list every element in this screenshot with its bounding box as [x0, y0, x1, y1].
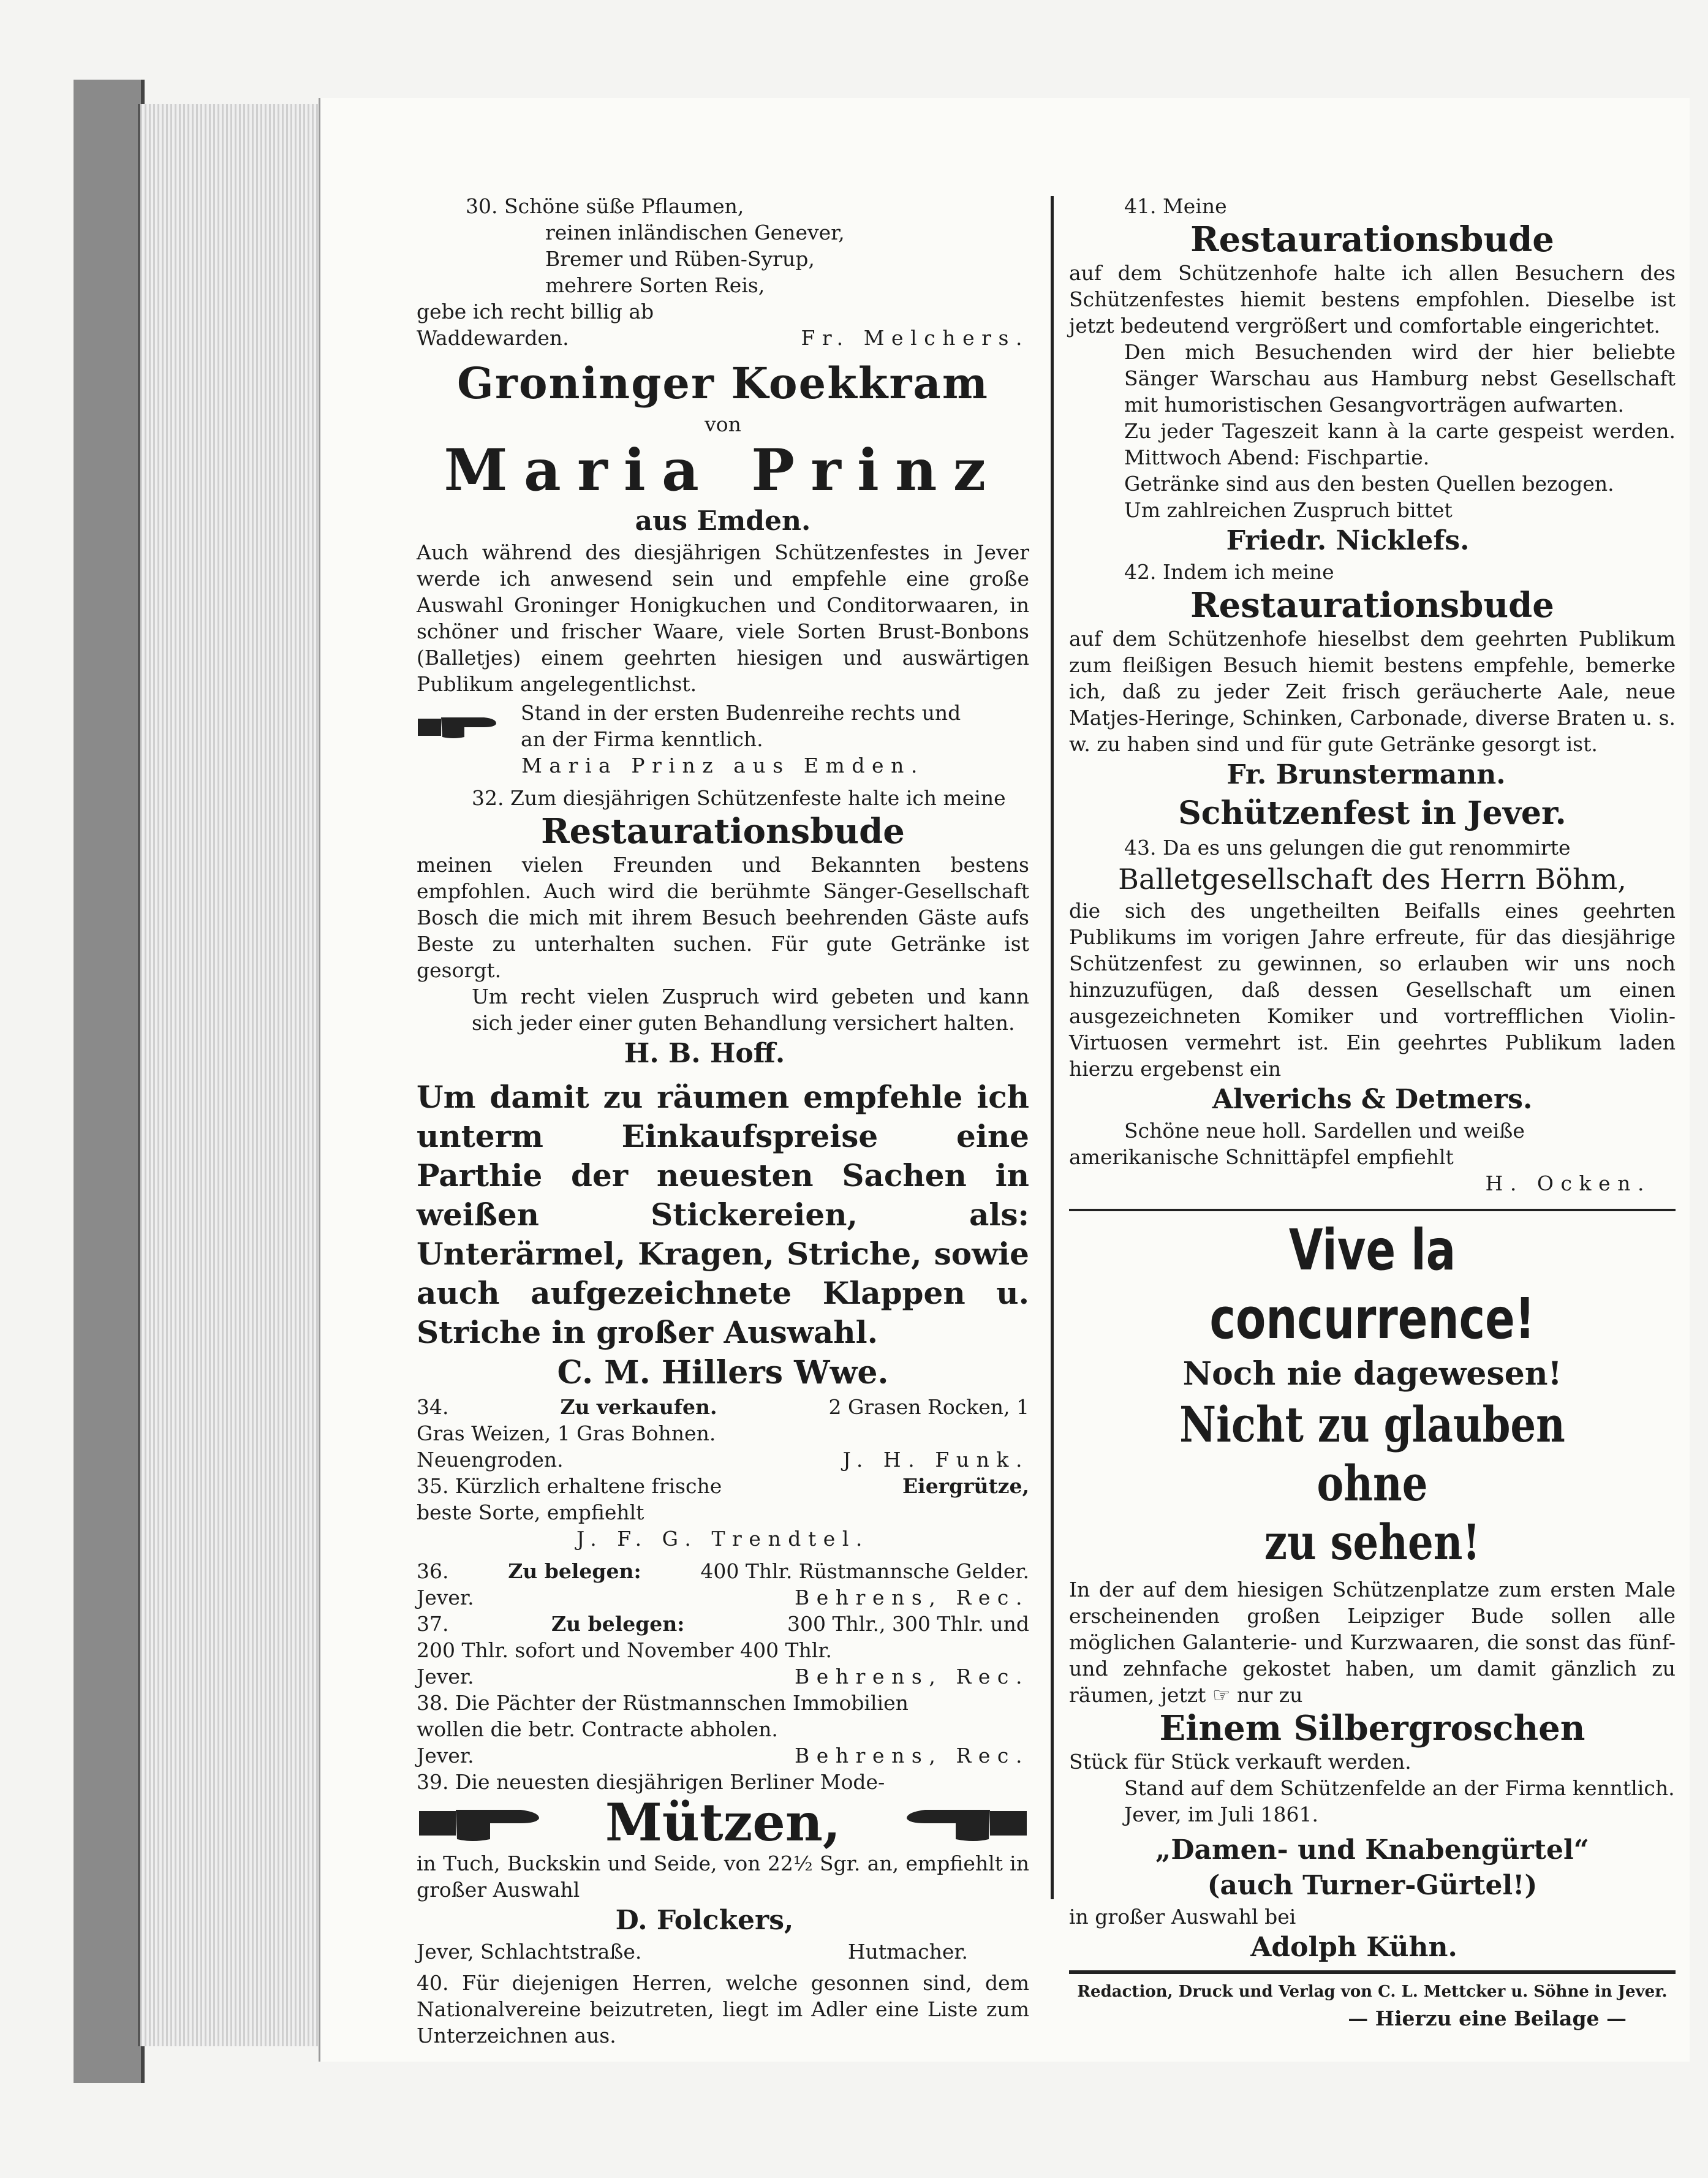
ad36-line2 [417, 1584, 1029, 1611]
beilage-note: — Hierzu eine Beilage — [1348, 2006, 1627, 2030]
groninger-title: Groninger Koekkram [456, 358, 989, 409]
ad42-line1: 42. Indem ich meine [1124, 560, 1334, 584]
ad32-line1: 32. Zum diesjährigen Schützenfeste halte ich meine [472, 786, 1006, 810]
pointing-hand-right-icon [417, 1795, 557, 1850]
ad41-line1: 41. Meine [1124, 194, 1227, 218]
raeumen-signature: C. M. Hillers Wwe. [557, 1354, 889, 1391]
groninger-von: von [705, 412, 741, 436]
ad-40 [417, 1970, 1029, 2049]
ad42-signature: Fr. Brunstermann. [1226, 759, 1506, 790]
ad-34 [417, 1394, 1029, 1473]
ad30-line2: reinen inländischen Genever, [545, 221, 845, 244]
ad39-title: Mützen, [605, 1792, 841, 1853]
ad-41 [1069, 193, 1676, 559]
kuehn-line3: in großer Auswahl bei [1069, 1905, 1296, 1929]
ad41-signature: Friedr. Nicklefs. [1226, 525, 1470, 556]
ad39-place: Jever, Schlachtstraße. [417, 1940, 642, 1964]
ad36-place: Jever. [417, 1586, 474, 1609]
vive-nicht-1: Nicht zu glauben ohne [1179, 1396, 1565, 1512]
kuehn-signature: Adolph Kühn. [1250, 1932, 1457, 1963]
ad38-line3 [417, 1742, 1029, 1769]
ad30-signature: Fr. Melchers. [801, 326, 1029, 350]
ad36-text: 400 Thlr. Rüstmannsche Gelder. [700, 1559, 1029, 1583]
ocken-line1: Schöne neue holl. Sardellen und weiße [1124, 1119, 1525, 1143]
ad41-body3: Zu jeder Tageszeit kann à la carte gespeist werden. Mittwoch Abend: Fischpartie. [1124, 419, 1676, 469]
ad41-body4: Getränke sind aus den besten Quellen bezogen. [1124, 472, 1614, 496]
ad-30 [417, 193, 1029, 351]
ad35-signature: J. F. G. Trendtel. [576, 1527, 869, 1551]
right-column [1069, 193, 1676, 2032]
ad38-line2: wollen die betr. Contracte abholen. [417, 1717, 778, 1741]
ad-36 [417, 1558, 1029, 1611]
vive-title: Vive la concurrence! [1209, 1217, 1535, 1352]
ad39-body: in Tuch, Buckskin und Seide, von 22½ Sgr. an, empfiehlt in großer Auswahl [417, 1851, 1029, 1902]
ad38-line1: 38. Die Pächter der Rüstmannschen Immobilien [417, 1691, 909, 1715]
ad32-body2: Um recht vielen Zuspruch wird gebeten und kann sich jeder einer guten Behandlung versichert halten. [472, 985, 1029, 1035]
vive-body2: Stück für Stück verkauft werden. [1069, 1750, 1411, 1774]
kuehn-line1: „Damen- und Knabengürtel“ [1155, 1834, 1589, 1866]
ad43-company: Balletgesellschaft des Herrn Böhm, [1118, 863, 1627, 896]
ad36-heading: Zu belegen: [508, 1559, 641, 1583]
kuehn-line2: (auch Turner-Gürtel!) [1207, 1870, 1538, 1901]
ad-38 [417, 1690, 1029, 1769]
groninger-aus: aus Emden. [635, 505, 811, 537]
column-divider [1051, 196, 1054, 1899]
ad43-body: die sich des ungetheilten Beifalls eines geehrten Publikums im vorigen Jahre erfreute, für das diesjährige Schützenfest zu gewinnen, so erlauben wir uns noch hinzuzufügen, daß dessen Gesellschaft um einen ausgezeichneten Komiker und vortrefflichen Violin-Virtuosen vermehrt ist. Ein geehrtes Publikum laden hierzu ergebenst ein [1069, 899, 1676, 1081]
ad-35 [417, 1473, 1029, 1552]
vive-stand: Stand auf dem Schützenfelde an der Firma kenntlich. [1124, 1776, 1675, 1800]
vive-subtitle: Noch nie dagewesen! [1182, 1355, 1562, 1393]
pointing-hand-left-icon [888, 1795, 1029, 1850]
groninger-body: Auch während des diesjährigen Schützenfestes in Jever werde ich anwesend sein und empfehle eine große Auswahl Groninger Honigkuchen und Conditorwaaren, in schöner und frischer Waare, viele Sorten Brust-Bonbons (Balletjes) einem geehrten hiesigen und auswärtigen Publikum angelegentlichst. [417, 540, 1029, 696]
ad37-place: Jever. [417, 1665, 474, 1688]
ad-42 [1069, 559, 1676, 793]
ad-43 [1069, 793, 1676, 1117]
ad34-place: Neuengroden. [417, 1448, 564, 1472]
ad34-line2: Gras Weizen, 1 Gras Bohnen. [417, 1421, 716, 1445]
ad34-line3 [417, 1446, 1029, 1473]
ad37-signature: Behrens, Rec. [794, 1665, 1029, 1688]
ad34-number: 34. [417, 1395, 449, 1419]
ad42-title: Restaurationsbude [1190, 585, 1554, 626]
ad34-heading: Zu verkaufen. [560, 1395, 717, 1419]
ocken-signature: H. Ocken. [1485, 1171, 1651, 1195]
book-cover-edge [74, 80, 145, 2083]
ad41-body: auf dem Schützenhofe halte ich allen Besuchern des Schützenfestes hiemit bestens empfohlen. Dieselbe ist jetzt bedeutend vergrößert und comfortable eingerichtet. [1069, 261, 1676, 338]
ad-39 [417, 1769, 1029, 1965]
ad39-line3 [417, 1938, 1029, 1965]
ad40-body: 40. Für diejenigen Herren, welche gesonnen sind, dem Nationalvereine beizutreten, liegt im Adler eine Liste zum Unterzeichnen aus. [417, 1971, 1029, 2048]
ad42-body: auf dem Schützenhofe hieselbst dem geehrten Publikum zum fleißigen Besuch hiemit bestens empfehle, bemerke ich, daß zu jeder Zeit frisch geräucherte Aale, neue Matjes-Heringe, Schinken, Carbonade, diverse Braten u. s. w. zu haben sind und für gute Getränke gesorgt ist. [1069, 627, 1676, 756]
vive-nicht-2: zu sehen! [1264, 1513, 1481, 1571]
ad32-title: Restaurationsbude [541, 811, 905, 852]
ad30-signature-row [417, 325, 1029, 351]
ad39-trade: Hutmacher. [847, 1940, 968, 1964]
ad30-line5: gebe ich recht billig ab [417, 300, 654, 323]
ad-raeumen [417, 1078, 1029, 1394]
ad43-title: Schützenfest in Jever. [1178, 795, 1566, 832]
ad-groninger [417, 356, 1029, 779]
raeumen-body: Um damit zu räumen empfehle ich unterm Einkaufspreise eine Parthie der neuesten Sachen in weißen Stickereien, als: Unterärmel, Kragen, Striche, sowie auch aufgezeichnete Klappen u. Striche in großer Auswahl. [417, 1079, 1029, 1350]
ad41-body5: Um zahlreichen Zuspruch bittet [1124, 498, 1453, 522]
ad35-line2: beste Sorte, empfiehlt [417, 1500, 644, 1524]
ad43-signature: Alverichs & Detmers. [1212, 1084, 1533, 1115]
ad35-line1 [417, 1473, 1029, 1499]
ad-32 [417, 785, 1029, 1072]
ad34-text: 2 Grasen Rocken, 1 [828, 1395, 1029, 1419]
ad37-line1 [417, 1611, 1029, 1637]
ad30-line3: Bremer und Rüben-Syrup, [545, 247, 815, 271]
ad32-signature: H. B. Hoff. [624, 1038, 785, 1069]
vive-silbergroschen: Einem Silbergroschen [1159, 1708, 1585, 1749]
ad30-line1: 30. Schöne süße Pflaumen, [466, 194, 744, 218]
ad30-place: Waddewarden. [417, 326, 569, 350]
ad37-number: 37. [417, 1612, 449, 1636]
ad37-line2: 200 Thlr. sofort und November 400 Thlr. [417, 1638, 833, 1662]
ad34-signature: J. H. Funk. [842, 1448, 1029, 1472]
ad41-body2: Den mich Besuchenden wird der hier beliebte Sänger Warschau aus Hamburg nebst Gesellschaft mit humoristischen Gesangvorträgen aufwarten. [1124, 340, 1676, 417]
groninger-stand [417, 700, 1029, 752]
ad41-title: Restaurationsbude [1190, 219, 1554, 260]
groninger-stand-1: Stand in der ersten Budenreihe rechts und [521, 701, 961, 725]
ad-ocken [1069, 1117, 1676, 1197]
pointing-hand-icon [417, 708, 508, 744]
ad32-body: meinen vielen Freunden und Bekannten bestens empfohlen. Auch wird die berühmte Sänger-Gesellschaft Bosch die mich mit ihrem Besuch beehrenden Gäste aufs Beste zu unterhalten suchen. Für gute Getränke ist gesorgt. [417, 853, 1029, 982]
ad36-signature: Behrens, Rec. [794, 1586, 1029, 1609]
ad38-place: Jever. [417, 1744, 474, 1768]
footer-rule [1069, 1970, 1676, 1974]
ad37-heading: Zu belegen: [551, 1612, 685, 1636]
ad39-line1: 39. Die neuesten diesjährigen Berliner Mode- [417, 1770, 885, 1794]
ocken-line2: amerikanische Schnittäpfel empfiehlt [1069, 1145, 1454, 1169]
ad39-signature: D. Folckers, [615, 1905, 794, 1936]
ad38-signature: Behrens, Rec. [794, 1744, 1029, 1768]
groninger-stand-2: an der Firma kenntlich. [521, 727, 763, 751]
imprint: Redaction, Druck und Verlag von C. L. Mettcker u. Söhne in Jever. [1077, 1983, 1668, 2001]
vive-date: Jever, im Juli 1861. [1124, 1802, 1318, 1826]
ad36-line1 [417, 1558, 1029, 1584]
ad43-line1: 43. Da es uns gelungen die gut renommirte [1124, 836, 1571, 860]
left-column [417, 193, 1029, 2049]
separator-rule [1069, 1209, 1676, 1211]
ad35-text: 35. Kürzlich erhaltene frische [417, 1474, 722, 1498]
ad37-text: 300 Thlr., 300 Thlr. und [787, 1612, 1029, 1636]
ad-vive [1069, 1216, 1676, 1828]
ad-37 [417, 1611, 1029, 1690]
vive-body: In der auf dem hiesigen Schützenplatze zum ersten Male erscheinenden großen Leipziger Bude sollen alle möglichen Galanterie- und Kurzwaaren, die sonst das fünf- und zehnfache gekostet haben, um damit gänzlich zu räumen, jetzt ☞ nur zu [1069, 1578, 1676, 1707]
ad39-title-row [417, 1792, 1029, 1853]
groninger-signature: Maria Prinz aus Emden. [521, 754, 924, 777]
ad35-product: Eiergrütze, [902, 1474, 1029, 1498]
ad-kuehn [1069, 1832, 1676, 1965]
ad37-line3 [417, 1663, 1029, 1690]
page-edges [138, 104, 318, 2046]
ad36-number: 36. [417, 1559, 449, 1583]
ad30-line4: mehrere Sorten Reis, [545, 273, 765, 297]
ad34-line1 [417, 1394, 1029, 1420]
groninger-name: Maria Prinz [444, 437, 1002, 504]
